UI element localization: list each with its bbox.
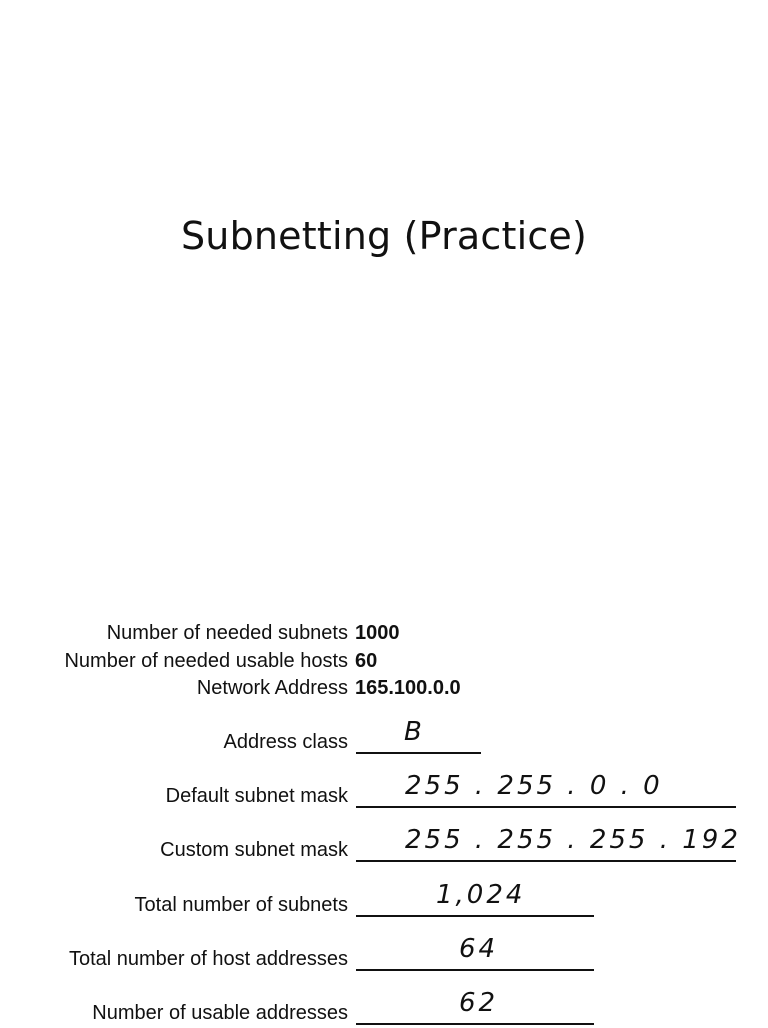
given-value: 60	[355, 650, 378, 672]
question-label: Total number of host addresses	[68, 948, 348, 970]
answer-line	[356, 1023, 594, 1025]
page-title: Subnetting (Practice)	[180, 214, 588, 258]
question-total-host-addresses	[0, 934, 768, 974]
given-row-subnets	[0, 619, 768, 647]
handwritten-answer: 1,024	[436, 880, 526, 910]
answer-line	[356, 752, 481, 754]
question-label: Custom subnet mask	[160, 839, 348, 861]
handwritten-answer: 255 . 255 . 255 . 192	[405, 825, 741, 855]
question-label: Default subnet mask	[165, 785, 348, 807]
question-label: Number of usable addresses	[92, 1002, 348, 1024]
answer-line	[356, 969, 594, 971]
question-custom-subnet-mask	[0, 825, 768, 865]
given-label: Number of needed subnets	[106, 622, 348, 644]
handwritten-answer: 64	[459, 934, 499, 964]
answer-line	[356, 806, 736, 808]
question-label: Total number of subnets	[134, 894, 348, 916]
given-row-network-address	[0, 674, 768, 702]
question-default-subnet-mask	[0, 771, 768, 811]
question-label: Address class	[223, 731, 348, 753]
given-label: Number of needed usable hosts	[64, 650, 348, 672]
question-total-subnets	[0, 880, 768, 920]
handwritten-answer: 255 . 255 . 0 . 0	[405, 771, 663, 801]
given-row-hosts	[0, 647, 768, 675]
answer-line	[356, 915, 594, 917]
answer-line	[356, 860, 736, 862]
question-address-class	[0, 717, 768, 757]
given-label: Network Address	[196, 677, 348, 699]
handwritten-answer: B	[404, 717, 425, 747]
handwritten-answer: 62	[459, 988, 499, 1018]
given-value: 1000	[355, 622, 400, 644]
given-value: 165.100.0.0	[355, 677, 461, 699]
